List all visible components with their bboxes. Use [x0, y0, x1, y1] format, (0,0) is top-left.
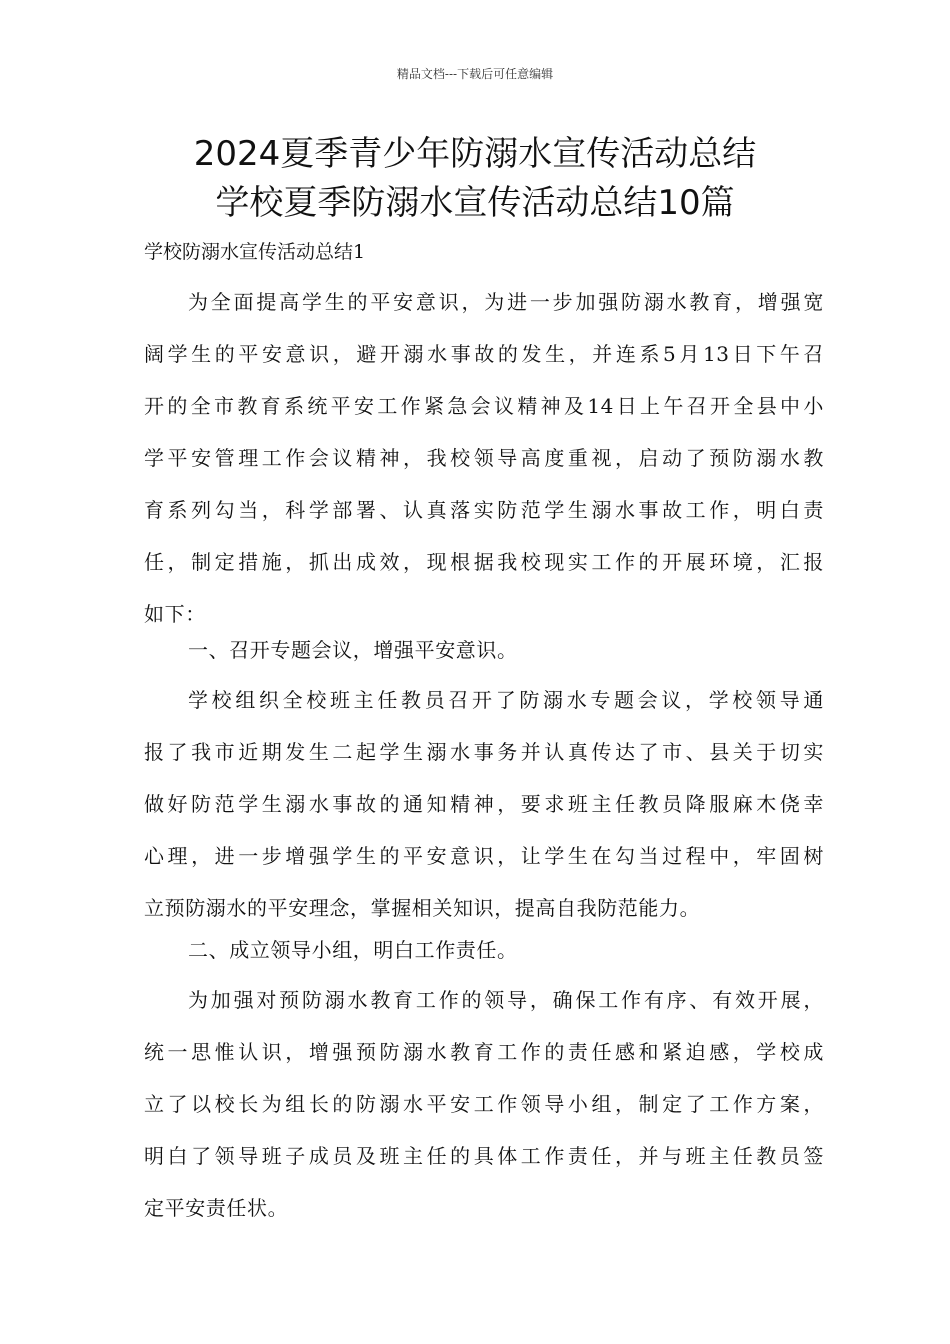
paragraph-line: 学平安管理工作会议精神，我校领导高度重视，启动了预防溺水教 [144, 446, 824, 470]
paragraph-line: 学校组织全校班主任教员召开了防溺水专题会议，学校领导通 [188, 688, 824, 712]
paragraph-line: 为加强对预防溺水教育工作的领导，确保工作有序、有效开展， [188, 988, 824, 1012]
paragraph-line: 定平安责任状。 [144, 1196, 289, 1220]
paragraph-line: 立预防溺水的平安理念，掌握相关知识，提高自我防范能力。 [144, 896, 701, 920]
document-title-line-1: 2024夏季青少年防溺水宣传活动总结 [193, 134, 757, 174]
section-heading: 学校防溺水宣传活动总结1 [144, 241, 366, 263]
paragraph-line: 统一思惟认识，增强预防溺水教育工作的责任感和紧迫感，学校成 [144, 1040, 824, 1064]
paragraph-line: 立了以校长为组长的防溺水平安工作领导小组，制定了工作方案， [144, 1092, 824, 1116]
paragraph-line: 开的全市教育系统平安工作紧急会议精神及14日上午召开全县中小 [144, 394, 824, 418]
section-subheading: 二、成立领导小组，明白工作责任。 [188, 938, 518, 962]
paragraph-line: 任，制定措施，抓出成效，现根据我校现实工作的开展环境，汇报 [144, 550, 824, 574]
paragraph-line: 为全面提高学生的平安意识，为进一步加强防溺水教育，增强宽 [188, 290, 824, 314]
paragraph-line: 如下： [144, 602, 206, 626]
document-title-line-2: 学校夏季防溺水宣传活动总结10篇 [215, 183, 735, 223]
section-subheading: 一、召开专题会议，增强平安意识。 [188, 638, 518, 662]
paragraph-line: 心理，进一步增强学生的平安意识，让学生在勾当过程中，牢固树 [144, 844, 824, 868]
paragraph-line: 做好防范学生溺水事故的通知精神，要求班主任教员降服麻木侥幸 [144, 792, 824, 816]
paragraph-line: 阔学生的平安意识，避开溺水事故的发生，并连系5月13日下午召 [144, 342, 824, 366]
paragraph-line: 育系列勾当，科学部署、认真落实防范学生溺水事故工作，明白责 [144, 498, 824, 522]
paragraph-line: 报了我市近期发生二起学生溺水事务并认真传达了市、县关于切实 [144, 740, 824, 764]
header-note: 精品文档---下载后可任意编辑 [396, 67, 554, 81]
paragraph-line: 明白了领导班子成员及班主任的具体工作责任，并与班主任教员签 [144, 1144, 824, 1168]
